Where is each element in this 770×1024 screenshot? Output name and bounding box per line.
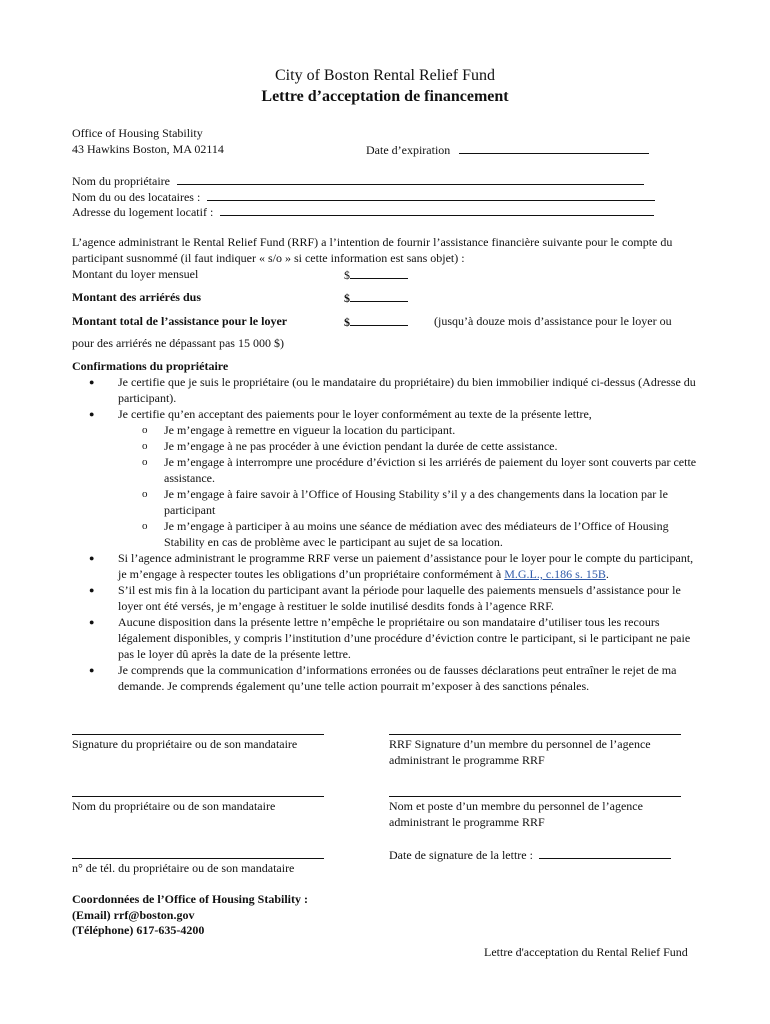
- owner-phone-line[interactable]: [72, 858, 324, 859]
- letter-date-field[interactable]: [389, 846, 671, 863]
- confirmations-list: [72, 374, 702, 694]
- intro-paragraph: L’agence administrant le Rental Relief Fund (RRF) a l’intention de fournir l’assistance financière suivante pour le compte du participant susnommé (il faut indiquer « s/o » si cette information est sans objet) :: [72, 235, 673, 265]
- contact-phone: (Téléphone) 617-635-4200: [72, 923, 205, 937]
- contact-heading: Coordonnées de l’Office of Housing Stability :: [72, 892, 308, 906]
- tenant-names-label: Nom du ou des locataires :: [72, 190, 201, 204]
- owner-name-sign-label: Nom du propriétaire ou de son mandataire: [72, 799, 276, 813]
- letter-date-line[interactable]: [539, 846, 671, 859]
- total-assistance-line[interactable]: [350, 313, 408, 326]
- arrears-line[interactable]: [350, 289, 408, 302]
- rrf-signature-label-cont: administrant le programme RRF: [389, 753, 545, 767]
- owner-name-field[interactable]: [72, 172, 644, 189]
- currency-sign: $: [344, 268, 350, 282]
- rrf-name-line[interactable]: [389, 796, 681, 797]
- rrf-name-label-cont: administrant le programme RRF: [389, 815, 545, 829]
- owner-name-label: Nom du propriétaire: [72, 174, 170, 188]
- total-assistance-note-cont: pour des arriérés ne dépassant pas 15 000 $): [72, 336, 284, 350]
- monthly-rent-field[interactable]: [344, 266, 408, 283]
- mgl-link[interactable]: M.G.L., c.186 s. 15B: [504, 567, 606, 581]
- sub-list-item: o Je m’engage à ne pas procéder à une éviction pendant la durée de cette assistance.: [118, 438, 702, 454]
- page-footer: Lettre d'acceptation du Rental Relief Fund: [484, 945, 688, 959]
- rrf-signature-line[interactable]: [389, 734, 681, 735]
- total-assistance-field[interactable]: [344, 313, 408, 330]
- owner-signature-label: Signature du propriétaire ou de son mandataire: [72, 737, 298, 751]
- sub-list-item: o Je m’engage à participer à au moins une séance de médiation avec des médiateurs de l’Office of Housing Stability en cas de problème avec le participant au sujet de sa location.: [118, 518, 702, 550]
- document-title: City of Boston Rental Relief Fund: [275, 67, 495, 84]
- arrears-label: Montant des arriérés dus: [72, 290, 201, 304]
- document-subtitle: Lettre d’acceptation de financement: [261, 88, 509, 105]
- rental-address-line[interactable]: [220, 203, 654, 216]
- rental-address-label: Adresse du logement locatif :: [72, 205, 214, 219]
- arrears-field[interactable]: [344, 289, 408, 306]
- expiry-date-field[interactable]: [366, 141, 649, 158]
- monthly-rent-line[interactable]: [350, 266, 408, 279]
- list-item: ● Aucune disposition dans la présente lettre n’empêche le propriétaire ou son mandataire d’utiliser tous les recours légalement disponibles, y compris l’institution d’une procédure d’éviction contre le participant, si le participant ne paie pas le loyer dû après la date de la présente lettre.: [72, 614, 702, 662]
- confirmations-heading: Confirmations du propriétaire: [72, 359, 229, 373]
- rrf-signature-label: RRF Signature d’un membre du personnel de l’agence: [389, 737, 651, 751]
- letter-date-label: Date de signature de la lettre :: [389, 848, 533, 862]
- owner-signature-line[interactable]: [72, 734, 324, 735]
- rrf-name-label: Nom et poste d’un membre du personnel de l’agence: [389, 799, 643, 813]
- sub-list: [118, 422, 702, 550]
- list-item: ● Je certifie qu’en acceptant des paiements pour le loyer conformément au texte de la présente lettre, o Je m’engage à remettre en vigueur la location du participant. o Je m’engage à ne pas procéder à une éviction pendant la durée de cette assistance. o Je m’engage à interrompre une procédure d’éviction si les arriérés de paiement du loyer sont couverts par cette assistance. o Je m’engage à faire savoir à l’Office of Housing Stability s’il y a des changements dans la location par le participant o Je m’engage à participer à au moins une séance de médiation avec des médiateurs de l’Office of Housing Stability en cas de problème avec le participant au sujet de sa location.: [72, 406, 702, 550]
- currency-sign: $: [344, 315, 350, 329]
- expiry-date-label: Date d’expiration: [366, 143, 451, 157]
- contact-email: (Email) rrf@boston.gov: [72, 908, 195, 922]
- list-item: ● Je certifie que je suis le propriétaire (ou le mandataire du propriétaire) du bien immobilier indiqué ci-dessus (Adresse du participant).: [72, 374, 702, 406]
- monthly-rent-label: Montant du loyer mensuel: [72, 267, 199, 281]
- expiry-date-line[interactable]: [459, 141, 649, 154]
- sub-list-item: o Je m’engage à faire savoir à l’Office of Housing Stability s’il y a des changements dans la location par le participant: [118, 486, 702, 518]
- rental-address-field[interactable]: [72, 203, 654, 220]
- list-item: ● S’il est mis fin à la location du participant avant la période pour laquelle des paiements mensuels d’assistance pour le loyer ont été versés, je m’engage à restituer le solde inutilisé desdits fonds à l’agence RRF.: [72, 582, 702, 614]
- owner-name-sign-line[interactable]: [72, 796, 324, 797]
- owner-phone-label: n° de tél. du propriétaire ou de son mandataire: [72, 861, 295, 875]
- office-name: Office of Housing Stability: [72, 126, 203, 140]
- sub-list-item: o Je m’engage à interrompre une procédure d’éviction si les arriérés de paiement du loyer sont couverts par cette assistance.: [118, 454, 702, 486]
- list-item: ● Si l’agence administrant le programme RRF verse un paiement d’assistance pour le loyer pour le compte du participant, je m’engage à respecter toutes les obligations d’un propriétaire conformément à M.G.L., c.186 s. 15B.: [72, 550, 702, 582]
- total-assistance-label: Montant total de l’assistance pour le loyer: [72, 314, 288, 328]
- tenant-names-line[interactable]: [207, 188, 655, 201]
- office-address: 43 Hawkins Boston, MA 02114: [72, 142, 224, 156]
- sub-list-item: o Je m’engage à remettre en vigueur la location du participant.: [118, 422, 702, 438]
- currency-sign: $: [344, 291, 350, 305]
- list-item: ● Je comprends que la communication d’informations erronées ou de fausses déclarations peut entraîner le rejet de ma demande. Je comprends également qu’une telle action pourrait m’exposer à des sanctions pénales.: [72, 662, 702, 694]
- owner-name-line[interactable]: [177, 172, 644, 185]
- total-assistance-note: (jusqu’à douze mois d’assistance pour le loyer ou: [434, 314, 672, 328]
